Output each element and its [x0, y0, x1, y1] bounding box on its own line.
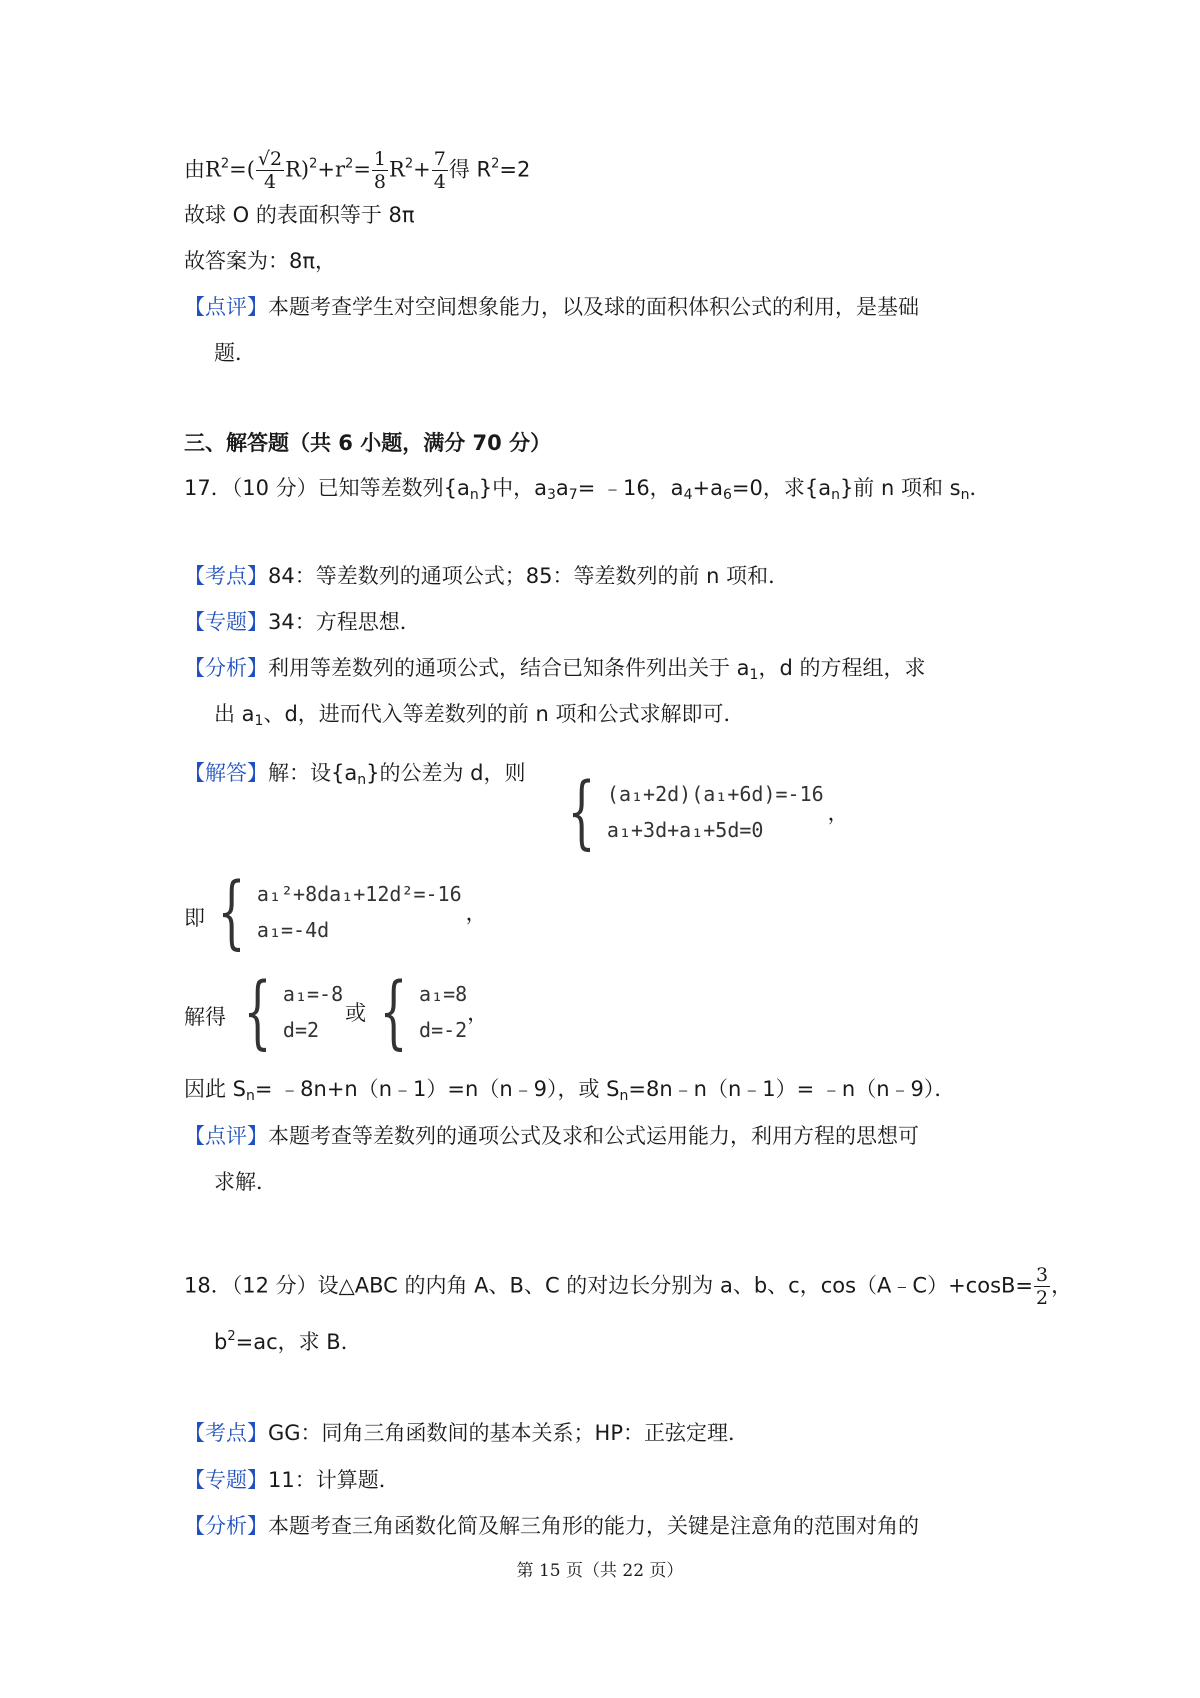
- question-17-stem: 17．（10 分）已知等差数列$\{a_n\}$中，$a_3a_7=$ ﹣16，$a_4+a_6=0$，求$\{a_n\}$前 n 项和 $s_n$．: [184, 476, 991, 503]
- fenxi-line-2: 出 $a_1$、d，进而代入等差数列的前 n 项和公式求解即可．: [214, 702, 745, 729]
- section-heading: 三、解答题（共 6 小题，满分 70 分）: [184, 431, 552, 455]
- text-line: 故球 O 的表面积等于 8π: [184, 203, 415, 227]
- kaodian-line: 【考点】84：等差数列的通项公式；85：等差数列的前 n 项和．: [184, 564, 790, 588]
- equation-system-3: { a₁=-8 d=2 或 { a₁=8 d=-2 ，: [243, 965, 489, 1058]
- fenxi-line: 【分析】利用等差数列的通项公式，结合已知条件列出关于 $a_1$，d 的方程组，求: [184, 656, 926, 683]
- comment-line: 【点评】本题考查学生对空间想象能力，以及球的面积体积公式的利用，是基础: [184, 295, 919, 319]
- pingjia-line: 【点评】本题考查等差数列的通项公式及求和公式运用能力，利用方程的思想可: [184, 1124, 919, 1148]
- fraction-sqrt2-over-4: $\frac{√2}{4}$: [257, 148, 283, 193]
- page-footer: 第 15 页（共 22 页）: [516, 1561, 684, 1581]
- text-line: 题．: [214, 341, 256, 365]
- question-18-line-2: $b^2=ac$，求 B．: [214, 1329, 362, 1354]
- zhuanti-line: 【专题】34：方程思想．: [184, 610, 421, 634]
- fraction-3-over-2: $\frac{3}{2}$: [1036, 1264, 1049, 1309]
- equation-system-2: { a₁²+8da₁+12d²=-16 a₁=-4d ，: [217, 865, 487, 958]
- text-line: 解得: [184, 1005, 226, 1029]
- kaodian-line: 【考点】GG：同角三角函数间的基本关系；HP：正弦定理．: [184, 1421, 749, 1445]
- jieda-line: 【解答】解：设$\{a_n\}$的公差为 d，则: [184, 761, 526, 788]
- fenxi-line: 【分析】本题考查三角函数化简及解三角形的能力，关键是注意角的范围对角的: [184, 1514, 919, 1538]
- fraction-1-over-8: $\frac{1}{8}$: [373, 148, 387, 193]
- zhuanti-line: 【专题】11：计算题．: [184, 1468, 400, 1492]
- result-line: 因此 $S_n=$ ﹣8n+n（n﹣1）=n（n﹣9），或 $S_n=8n﹣n(n﹣1)=$ ﹣n（n﹣9）．: [184, 1077, 956, 1104]
- text-line: 故答案为：8π，: [184, 249, 337, 273]
- question-18-stem: 18．（12 分）设△ABC 的内角 A、B、C 的对边长分别为 a、b、c，cos（A﹣C）+cosB= $\frac{3}{2}$ ，: [184, 1264, 1073, 1309]
- formula-line: 由$R^2=$( $\frac{√2}{4}$ $R)^2+r^2=$ $\frac{1}{8}$ $R^2+$ $\frac{7}{4}$ 得 $R^2=2$: [184, 148, 531, 193]
- pingjia-line-2: 求解．: [214, 1170, 277, 1194]
- fraction-7-over-4: $\frac{7}{4}$: [433, 148, 446, 193]
- equation-system-1: { (a₁+2d)(a₁+6d)=-16 a₁+3d+a₁+5d=0 ，: [567, 765, 849, 858]
- comment-tag: 【点评】: [184, 295, 268, 319]
- text-line: 即: [184, 906, 205, 930]
